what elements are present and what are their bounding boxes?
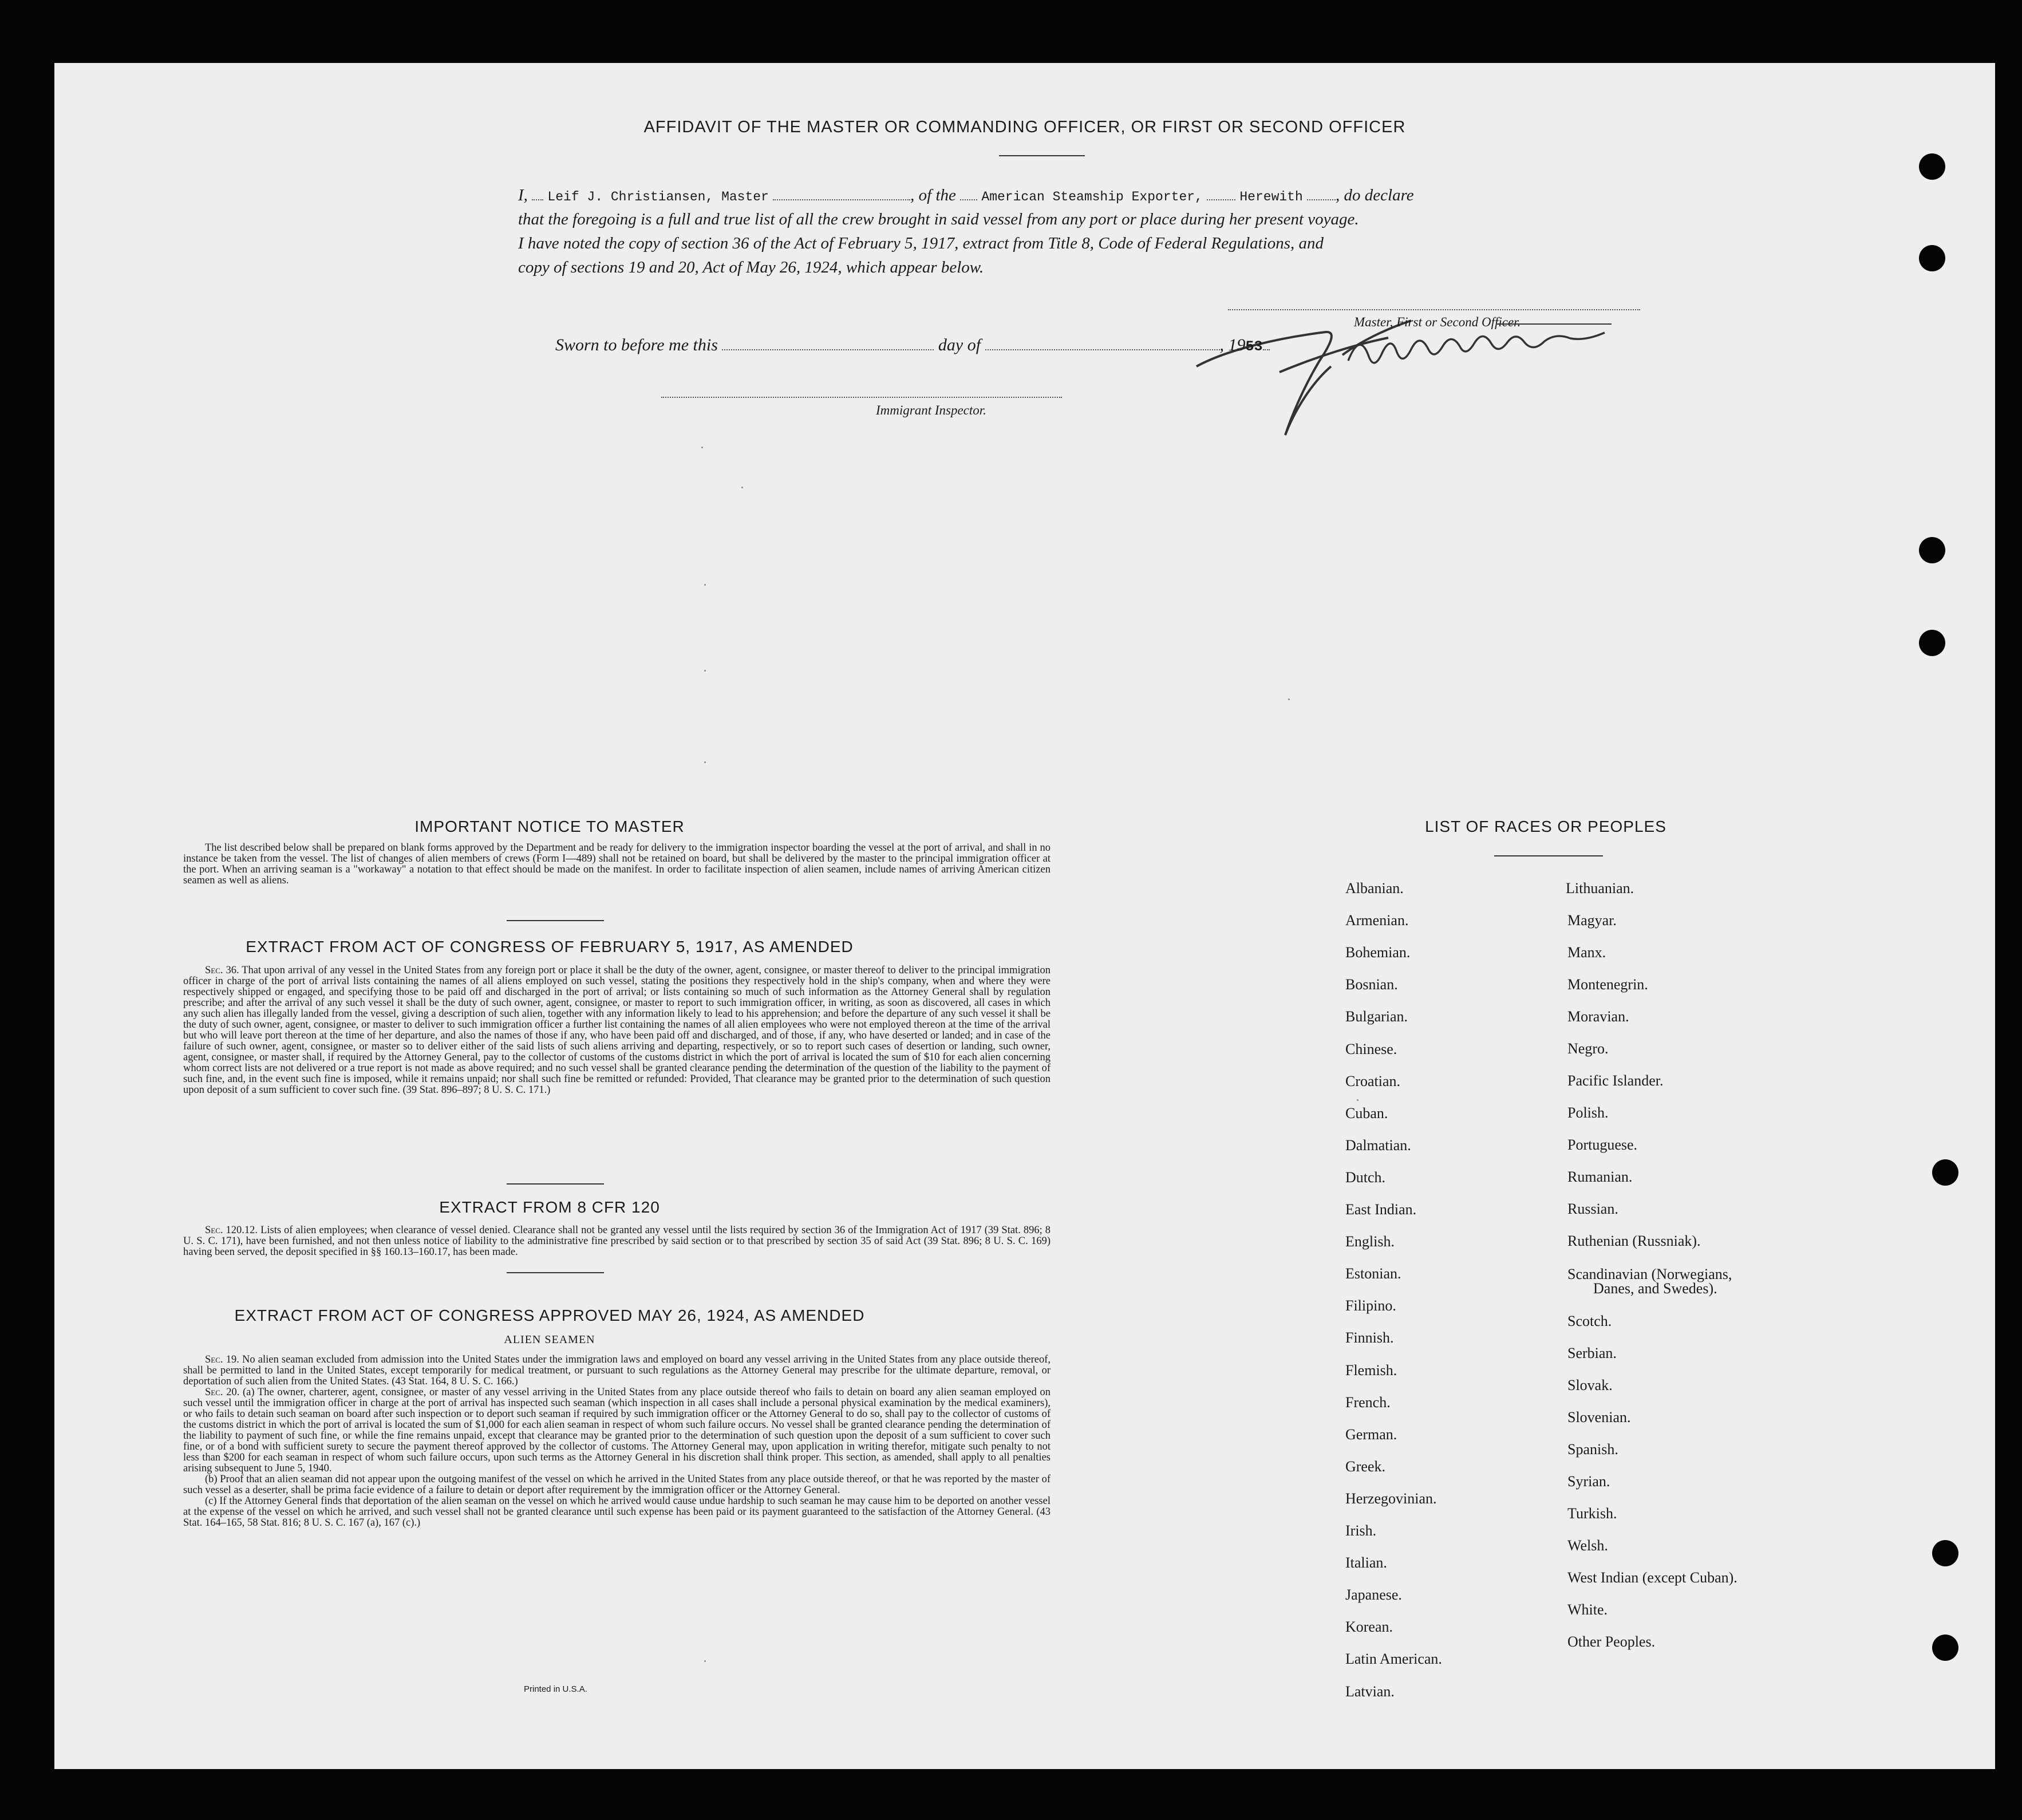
race-item: Russian.	[1567, 1201, 1618, 1217]
printed-in-usa: Printed in U.S.A.	[524, 1684, 587, 1694]
race-item: Flemish.	[1345, 1361, 1397, 1379]
sec12012-label: Sec. 120.12.	[205, 1225, 258, 1236]
vessel-name-field: American Steamship Exporter,	[981, 189, 1203, 204]
punch-hole	[1919, 630, 1945, 656]
race-item: English.	[1345, 1233, 1395, 1250]
race-item: West Indian (except Cuban).	[1567, 1569, 1737, 1586]
declaration-line-3: I have noted the copy of section 36 of the Act of February 5, 1917, extract from Title 8, Code of Federal Regulations, and	[518, 234, 1324, 252]
punch-hole	[1919, 537, 1945, 563]
punch-hole	[1919, 153, 1945, 180]
races-divider	[1494, 855, 1603, 856]
of-the-label: , of the	[910, 186, 956, 204]
race-item: Filipino.	[1345, 1297, 1396, 1314]
i-label: I,	[518, 186, 528, 204]
race-item: Latvian.	[1345, 1683, 1395, 1700]
extract-1917-title: EXTRACT FROM ACT OF CONGRESS OF FEBRUARY 5, 1917, AS AMENDED	[246, 938, 854, 956]
race-item: Armenian.	[1345, 912, 1409, 929]
master-name-field: Leif J. Christiansen, Master	[547, 189, 769, 204]
race-item: Negro.	[1567, 1040, 1609, 1057]
sec20a-text: (a) The owner, charterer, agent, consignee, or master of any vessel arriving in the United States from any place outside thereof who fails to detain on board any alien seaman employed on such vessel until the immigration officer in charge at the port of arrival has inspected such seaman (which inspection in all cases shall include a personal physical examination by the medical examiners), or who fails to detain such seaman on board after such inspection or to deport such seaman if required by such immigration officer or the Attorney General to do so, shall pay to the collector of customs of the customs district in which the port of arrival is located the sum of $1,000 for each alien seaman in respect of whom such failure occurs. No vessel shall be granted clearance pending the determination of the liability to payment of such fine, or while the fine remains unpaid, except that clearance may be granted prior to the determination of such question upon the deposit of a sum sufficient to cover such fine, or of a bond with sufficient surety to secure the payment thereof approved by the collector of customs. The Attorney General may, upon application in writing therefor, mitigate such penalty to not less than $200 for each seaman in respect of whom such failure occurs, upon such terms as the Attorney General in his discretion shall think proper. This section, as amended, shall apply to all penalties arising subsequent to June 5, 1940.	[183, 1387, 1051, 1474]
race-item: Estonian.	[1345, 1265, 1401, 1282]
notice-body	[183, 843, 1051, 886]
race-item: Irish.	[1345, 1522, 1377, 1539]
race-item: Montenegrin.	[1567, 976, 1648, 993]
sec20b-text: (b) Proof that an alien seaman did not appear upon the outgoing manifest of the vessel on which he arrived in the United States from any place outside thereof, or that he was reported by the master of such vessel as a deserter, shall be prima facie evidence of a failure to detain or deport after requirement by the immigration officer or the Attorney General.	[183, 1474, 1051, 1496]
day-of-label: day of	[938, 335, 981, 354]
race-item: Turkish.	[1567, 1505, 1617, 1522]
race-item: Other Peoples.	[1567, 1633, 1656, 1650]
declaration-line-4: copy of sections 19 and 20, Act of May 26, 1924, which appear below.	[518, 258, 984, 277]
race-item: Cuban.	[1345, 1104, 1388, 1122]
extract-1917-body	[183, 965, 1051, 1096]
race-item: Chinese.	[1345, 1040, 1397, 1057]
race-item: Serbian.	[1567, 1345, 1617, 1361]
affidavit-title: AFFIDAVIT OF THE MASTER OR COMMANDING OFFICER, OR FIRST OR SECOND OFFICER	[643, 118, 1406, 136]
race-item: Moravian.	[1567, 1008, 1629, 1025]
signature-caption: Master, First or Second Officer.	[1354, 315, 1521, 329]
race-item: Scotch.	[1567, 1313, 1612, 1329]
race-item: Danes, and Swedes).	[1593, 1280, 1717, 1297]
form-sheet	[54, 63, 1995, 1769]
notice-text: The list described below shall be prepared on blank forms approved by the Department and be ready for delivery to the immigration inspector boarding the vessel at the port of arrival, and shall in no instance be taken from the vessel. The list of changes of alien members of crews (Form I—489) shall not be retained on board, but shall be delivered by the master to the principal immigration officer at the port. When an arriving seaman is a "workaway" a notation to that effect should be made on the manifest. In order to facilitate inspection of alien seamen, include names of arriving American citizen seamen as well as aliens.	[183, 842, 1051, 886]
races-title: LIST OF RACES OR PEOPLES	[1425, 818, 1666, 835]
race-item: Finnish.	[1345, 1329, 1394, 1347]
do-declare-label: , do declare	[1336, 186, 1414, 204]
extract-1924-title: EXTRACT FROM ACT OF CONGRESS APPROVED MAY 26, 1924, AS AMENDED	[234, 1306, 865, 1324]
race-item: French.	[1345, 1393, 1391, 1411]
extract-1924-body	[183, 1355, 1051, 1529]
sec19-label: Sec. 19.	[205, 1354, 239, 1365]
punch-hole	[1932, 1159, 1958, 1186]
race-item: Korean.	[1345, 1618, 1393, 1636]
extract-cfr-divider	[507, 1272, 604, 1273]
sec20-label: Sec. 20.	[205, 1387, 240, 1398]
punch-hole	[1932, 1540, 1958, 1566]
inspector-signature-line	[661, 397, 1062, 398]
race-item: Lithuanian.	[1566, 880, 1634, 897]
race-item: Rumanian.	[1567, 1168, 1633, 1185]
race-item: Welsh.	[1567, 1537, 1608, 1554]
race-item: Slovenian.	[1567, 1409, 1631, 1426]
sec12012-text: Lists of alien employees; when clearance of vessel denied. Clearance shall not be granted any vessel until the lists required by section 36 of the Immigration Act of 1917 (39 Stat. 896; 8 U. S. C. 171), have been furnished, and not then unless notice of liability to the administrative fine prescribed by said section or to that prescribed by section 35 of said Act (39 Stat. 896; 8 U. S. C. 169) having been served, the deposit specified in §§ 160.13–160.17, has been made.	[183, 1225, 1051, 1258]
sec36-text: That upon arrival of any vessel in the United States from any foreign port or place it shall be the duty of the owner, agent, consignee, or master thereof to deliver to the principal immigration officer in charge of the port of arrival lists containing the names of all aliens employed on such vessel, stating the positions they respectively hold in the ship's company, when and where they were respectively shipped or engaged, and specifying those to be paid off and discharged in the port of arrival; or lists containing so much of such information as the Attorney General shall by regulation prescribe; and after the arrival of any such vessel it shall be the duty of such owner, agent, consignee, or master to report to such immigration officer, in writing, as soon as discovered, all cases in which any such alien has illegally landed from the vessel, giving a description of such alien, together with any information likely to lead to his apprehension; and before the departure of any such vessel it shall be the duty of such owner, agent, consignee, or master to deliver to such immigration officer a further list containing the names of all alien employees who were not employed thereon at the time of the arrival but who will leave port thereon at the time of her departure, and also the names of those if any, who have been paid off and discharged, and of those, if any, who have deserted or landed; and in case of the failure of such owner, agent, consignee, or master so to deliver either of the said lists of such aliens arriving and departing, respectively, or so to report such cases of desertion or landing, such owner, agent, consignee, or master shall, if required by the Attorney General, pay to the collector of customs of the customs district in which the port of arrival is located the sum of $10 for each alien concerning whom correct lists are not delivered or a true report is not made as above required; and no such vessel shall be granted clearance pending the determination of the question of the liability to the payment of such fine, and, in the event such fine is imposed, while it remains unpaid; nor shall such fine be remitted or refunded: Provided, That clearance may be granted prior to the determination of such question upon deposit of a sum sufficient to cover such fine. (39 Stat. 896–897; 8 U. S. C. 171.)	[183, 965, 1051, 1096]
race-item: Herzegovinian.	[1345, 1490, 1437, 1507]
race-item: Pacific Islander.	[1567, 1072, 1664, 1089]
race-item: Japanese.	[1345, 1586, 1402, 1604]
race-item: Portuguese.	[1567, 1136, 1638, 1153]
extract-cfr-title: EXTRACT FROM 8 CFR 120	[439, 1198, 660, 1216]
punch-hole	[1919, 245, 1945, 271]
year-prefix: , 19	[1219, 335, 1246, 354]
race-item: Bohemian.	[1345, 944, 1411, 961]
declaration-line-1	[518, 183, 1652, 209]
notice-title: IMPORTANT NOTICE TO MASTER	[414, 818, 685, 835]
notice-divider	[507, 920, 604, 921]
race-item: Magyar.	[1567, 912, 1617, 929]
sworn-line	[555, 335, 1270, 355]
race-item: Slovak.	[1567, 1377, 1613, 1393]
extract-cfr-body	[183, 1225, 1051, 1258]
race-item: Polish.	[1567, 1104, 1609, 1121]
race-item: Bosnian.	[1345, 976, 1398, 993]
sworn-label: Sworn to before me this	[555, 335, 718, 354]
race-item: Syrian.	[1567, 1473, 1610, 1490]
alien-seamen-subtitle: ALIEN SEAMEN	[504, 1333, 595, 1346]
race-item: Ruthenian (Russniak).	[1567, 1233, 1701, 1249]
race-item: Scandinavian (Norwegians,	[1567, 1266, 1732, 1282]
race-item: White.	[1567, 1601, 1608, 1618]
race-item: Albanian.	[1345, 880, 1404, 897]
race-item: Greek.	[1345, 1458, 1386, 1475]
race-item: Dutch.	[1345, 1168, 1386, 1186]
sec19-text: No alien seaman excluded from admission into the United States under the immigration laws and employed on board any vessel arriving in the United States from any place outside thereof, shall be permitted to land in the United States, except temporarily for medical treatment, or pursuant to such regulations as the Attorney General may prescribe for the ultimate departure, removal, or deportation of such alien from the United States. (43 Stat. 164, 8 U. S. C. 166.)	[183, 1354, 1051, 1387]
race-item: Manx.	[1567, 944, 1606, 961]
year-field: 53	[1245, 338, 1263, 355]
race-item: Latin American.	[1345, 1651, 1442, 1668]
race-item: German.	[1345, 1426, 1397, 1443]
race-item: Spanish.	[1567, 1441, 1618, 1458]
sec36-label: Sec. 36.	[205, 965, 239, 976]
herewith-field: Herewith	[1239, 189, 1303, 204]
sec20c-text: (c) If the Attorney General finds that deportation of the alien seaman on the vessel on which he arrived would cause undue hardship to such seaman he may cause him to be deported on another vessel at the expense of the vessel on which he arrived, and such vessel shall not be granted clearance until such expense has been paid or its payment guaranteed to the satisfaction of the Attorney General. (43 Stat. 164–165, 58 Stat. 816; 8 U. S. C. 167 (a), 167 (c).)	[183, 1495, 1051, 1529]
race-item: Bulgarian.	[1345, 1008, 1408, 1025]
race-item: Italian.	[1345, 1554, 1387, 1572]
race-item: Croatian.	[1345, 1072, 1401, 1089]
strikeout-line	[1497, 323, 1612, 325]
punch-hole	[1932, 1635, 1958, 1661]
title-divider	[999, 155, 1085, 156]
extract-1917-divider	[507, 1183, 604, 1185]
declaration-line-2: that the foregoing is a full and true list of all the crew brought in said vessel from any port or place during her present voyage.	[518, 210, 1359, 228]
inspector-caption: Immigrant Inspector.	[876, 403, 986, 417]
handwritten-signature	[1194, 281, 1663, 441]
race-item: Dalmatian.	[1345, 1136, 1411, 1154]
race-item: East Indian.	[1345, 1201, 1417, 1218]
